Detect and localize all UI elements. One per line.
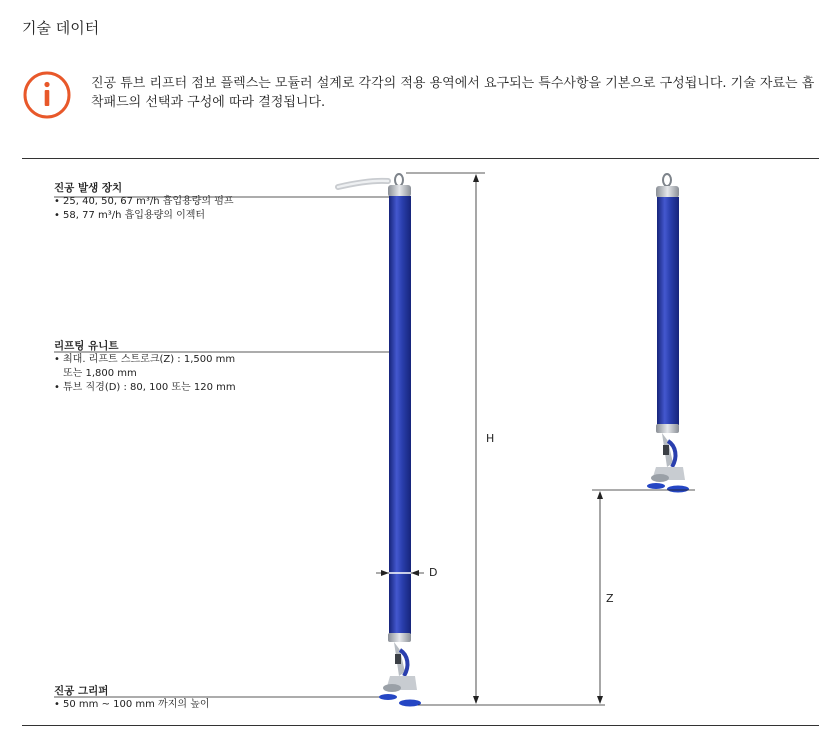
callout-item: • 최대. 리프트 스트로크(Z) : 1,500 mm: [54, 353, 236, 367]
callout-item: • 50 mm ~ 100 mm 까지의 높이: [54, 698, 210, 712]
lifting-tube: [657, 197, 679, 425]
dimension-h: [406, 173, 605, 705]
callout-heading: 리프팅 유니트: [54, 340, 119, 352]
notice-text: 진공 튜브 리프터 점보 플렉스는 모듈러 설계로 각각의 적용 용역에서 요구되는 특수사항을 기본으로 구성됩니다. 기술 자료는 흡착패드의 선택과 구성에 따라 결정됩니다.: [91, 76, 815, 110]
lifter-extended: [338, 174, 421, 707]
suction-pad: [379, 694, 397, 700]
lifting-tube: [389, 196, 411, 634]
dimension-d-label: D: [429, 566, 438, 579]
callout-heading: 진공 그리퍼: [54, 685, 109, 697]
page-title: 기술 데이터: [22, 19, 100, 37]
callout-item: • 58, 77 m³/h 흡입용량의 이젝터: [54, 209, 234, 223]
callout-item: • 튜브 직경(D) : 80, 100 또는 120 mm: [54, 381, 236, 395]
callout-item: • 25, 40, 50, 67 m³/h 흡입용량의 펌프: [54, 195, 234, 209]
callout-heading: 진공 발생 장치: [54, 182, 123, 194]
callout-item: 또는 1,800 mm: [63, 368, 137, 379]
dimension-h-label: H: [486, 432, 495, 445]
suction-pad: [399, 700, 421, 707]
suction-pad: [667, 486, 689, 493]
lifter-retracted: [647, 174, 689, 493]
suction-pad: [647, 483, 665, 489]
dimension-z-label: Z: [606, 592, 614, 605]
